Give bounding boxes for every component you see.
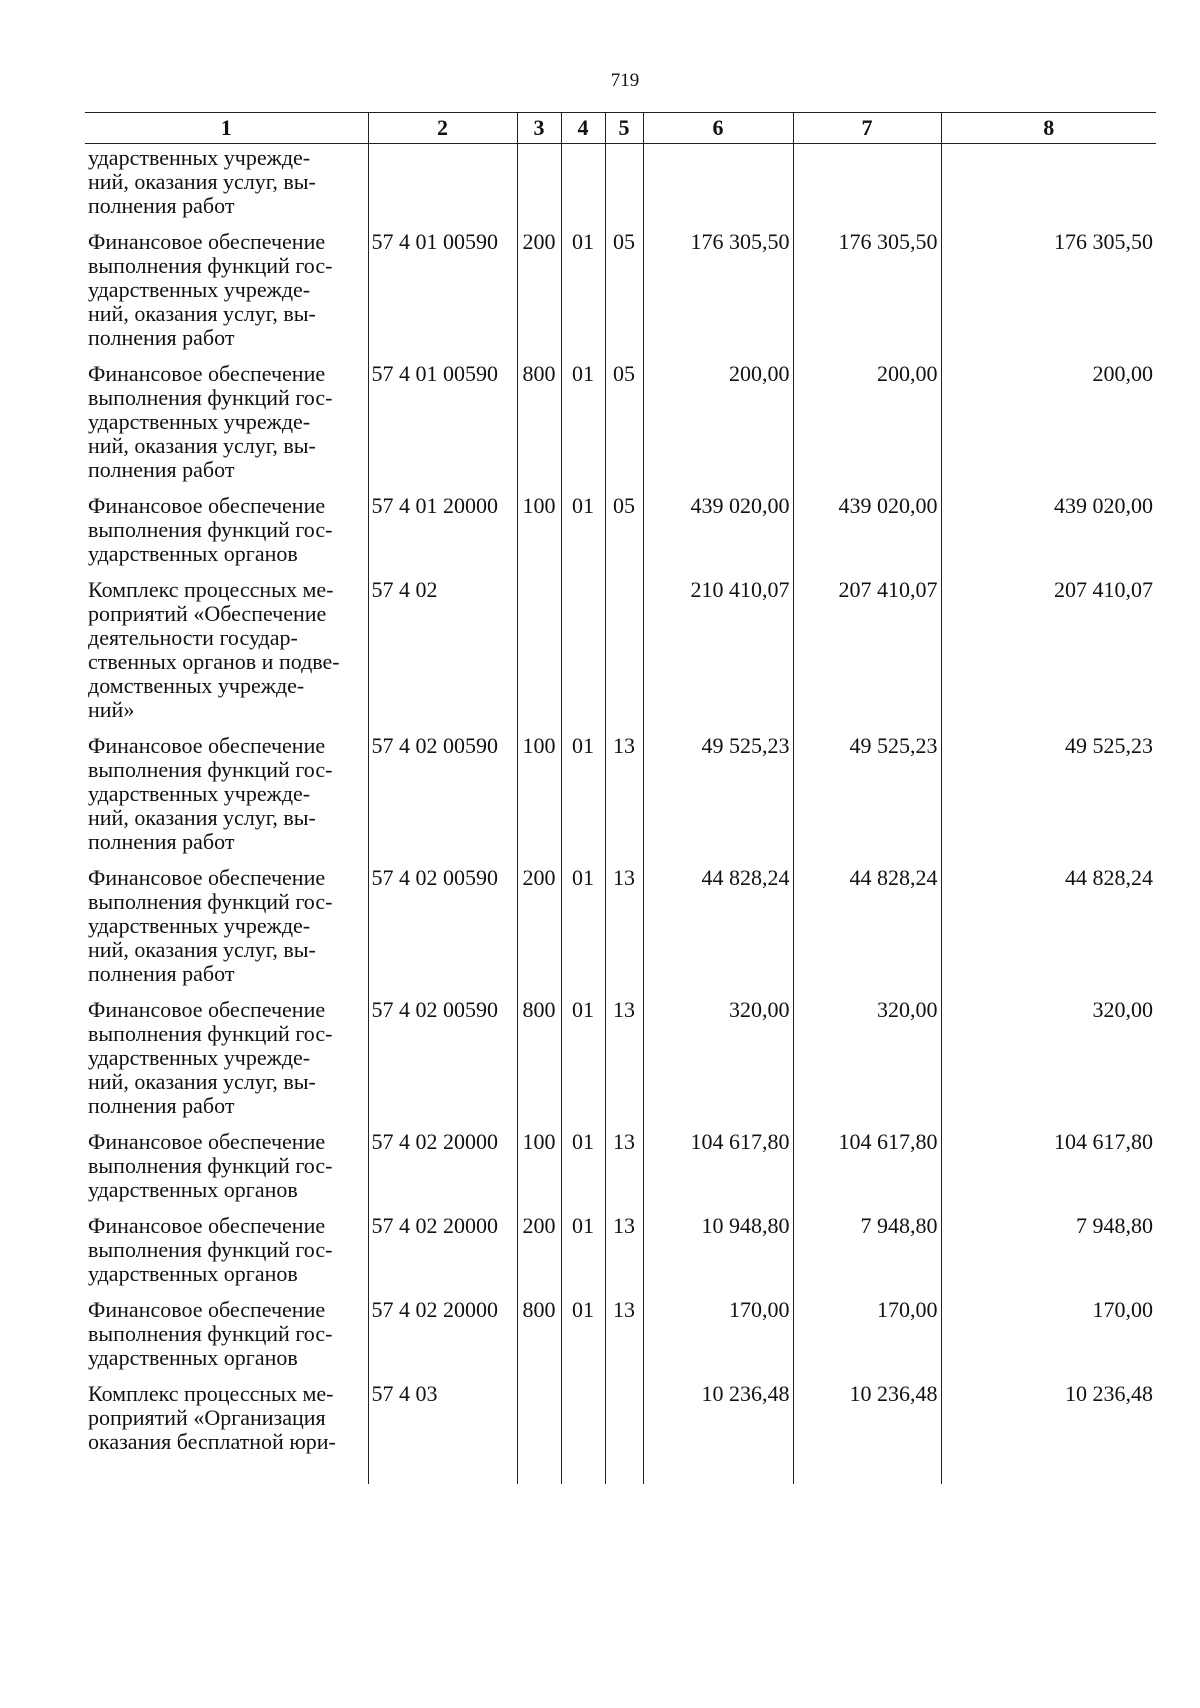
row-subsection-text: 05 <box>613 493 635 518</box>
row-expense-type-cell <box>517 1298 561 1382</box>
row-code-text: 57 4 01 00590 <box>371 229 498 254</box>
row-code-cell <box>368 1382 517 1484</box>
row-name-text: Финансовое обеспечение выполнения функций гос- ударственных учрежде- ний, оказания услуг, вы- полнения работ <box>88 361 333 482</box>
row-amount-col7-cell <box>793 578 941 734</box>
row-code-cell <box>368 362 517 494</box>
row-expense-type-cell <box>517 494 561 578</box>
row-amount-col8-cell <box>941 1382 1156 1484</box>
row-amount-col6-text: 439 020,00 <box>690 493 790 518</box>
row-section-text: 01 <box>572 1297 594 1322</box>
table-row <box>85 1130 1156 1214</box>
row-amount-col7-text: 439 020,00 <box>838 493 938 518</box>
row-amount-col7-cell <box>793 1130 941 1214</box>
row-amount-col8-text: 200,00 <box>1092 361 1153 386</box>
row-section-cell <box>561 1298 605 1382</box>
row-section-cell <box>561 578 605 734</box>
row-expense-type-cell <box>517 362 561 494</box>
row-expense-type-cell <box>517 866 561 998</box>
row-expense-type-text: 100 <box>522 1129 556 1154</box>
row-section-cell <box>561 998 605 1130</box>
row-subsection-text: 05 <box>613 361 635 386</box>
row-amount-col6-text: 200,00 <box>729 361 790 386</box>
row-subsection-text: 13 <box>613 865 635 890</box>
row-amount-col8-cell <box>941 1298 1156 1382</box>
row-amount-col7-text: 207 410,07 <box>838 577 938 602</box>
row-section-text: 01 <box>572 733 594 758</box>
row-amount-col6-text: 176 305,50 <box>690 229 790 254</box>
table-row <box>85 998 1156 1130</box>
row-name-text: Финансовое обеспечение выполнения функций гос- ударственных органов <box>88 1129 333 1202</box>
row-amount-col8-cell <box>941 1130 1156 1214</box>
column-header: 7 <box>793 113 941 144</box>
column-header: 6 <box>643 113 793 144</box>
row-expense-type-cell <box>517 1382 561 1484</box>
table-row <box>85 734 1156 866</box>
row-expense-type-cell <box>517 144 561 231</box>
row-expense-type-cell <box>517 230 561 362</box>
row-subsection-cell <box>605 494 643 578</box>
row-section-text: 01 <box>572 1129 594 1154</box>
row-name-text: ударственных учрежде- ний, оказания услуг, вы- полнения работ <box>88 145 316 218</box>
row-amount-col7-cell <box>793 144 941 231</box>
row-section-cell <box>561 734 605 866</box>
row-amount-col7-text: 170,00 <box>877 1297 938 1322</box>
row-subsection-cell <box>605 1382 643 1484</box>
row-code-cell <box>368 1298 517 1382</box>
row-name-text: Финансовое обеспечение выполнения функций гос- ударственных учрежде- ний, оказания услуг, вы- полнения работ <box>88 229 333 350</box>
row-name-text: Финансовое обеспечение выполнения функций гос- ударственных учрежде- ний, оказания услуг, вы- полнения работ <box>88 997 333 1118</box>
row-amount-col7-text: 7 948,80 <box>860 1213 938 1238</box>
row-code-text: 57 4 03 <box>371 1381 438 1406</box>
row-section-text: 01 <box>572 361 594 386</box>
row-code-cell <box>368 734 517 866</box>
row-amount-col7-text: 44 828,24 <box>849 865 938 890</box>
row-amount-col7-text: 320,00 <box>877 997 938 1022</box>
row-name-text: Финансовое обеспечение выполнения функций гос- ударственных органов <box>88 1213 333 1286</box>
row-name-cell <box>85 362 368 494</box>
row-subsection-cell <box>605 1298 643 1382</box>
row-code-text: 57 4 02 00590 <box>371 733 498 758</box>
row-amount-col8-text: 10 236,48 <box>1065 1381 1153 1406</box>
row-subsection-cell <box>605 734 643 866</box>
row-subsection-cell <box>605 578 643 734</box>
table-row <box>85 362 1156 494</box>
row-amount-col7-cell <box>793 1382 941 1484</box>
column-header: 2 <box>368 113 517 144</box>
row-name-text: Финансовое обеспечение выполнения функций гос- ударственных учрежде- ний, оказания услуг, вы- полнения работ <box>88 865 333 986</box>
row-code-cell <box>368 998 517 1130</box>
row-subsection-cell <box>605 144 643 231</box>
row-amount-col6-text: 320,00 <box>729 997 790 1022</box>
row-subsection-cell <box>605 866 643 998</box>
row-name-cell <box>85 494 368 578</box>
row-code-cell <box>368 230 517 362</box>
row-amount-col8-text: 320,00 <box>1092 997 1153 1022</box>
row-subsection-text: 13 <box>613 1213 635 1238</box>
row-section-cell <box>561 1214 605 1298</box>
row-section-text: 01 <box>572 493 594 518</box>
row-expense-type-text: 200 <box>522 1213 556 1238</box>
row-subsection-text: 13 <box>613 733 635 758</box>
row-section-text: 01 <box>572 865 594 890</box>
row-section-cell <box>561 866 605 998</box>
row-amount-col6-cell <box>643 1130 793 1214</box>
row-expense-type-text: 200 <box>522 229 556 254</box>
column-header: 3 <box>517 113 561 144</box>
row-expense-type-cell <box>517 1130 561 1214</box>
row-amount-col6-text: 210 410,07 <box>690 577 790 602</box>
row-amount-col6-text: 170,00 <box>729 1297 790 1322</box>
row-code-text: 57 4 02 20000 <box>371 1129 498 1154</box>
column-header: 8 <box>941 113 1156 144</box>
row-subsection-cell <box>605 1130 643 1214</box>
column-header: 1 <box>85 113 368 144</box>
row-amount-col8-cell <box>941 998 1156 1130</box>
row-expense-type-cell <box>517 578 561 734</box>
row-expense-type-cell <box>517 734 561 866</box>
row-amount-col6-cell <box>643 1298 793 1382</box>
row-name-cell <box>85 1298 368 1382</box>
row-name-text: Комплекс процессных ме- роприятий «Организация оказания бесплатной юри- <box>88 1381 336 1454</box>
row-section-cell <box>561 494 605 578</box>
row-amount-col6-text: 10 948,80 <box>701 1213 790 1238</box>
row-amount-col8-text: 207 410,07 <box>1054 577 1153 602</box>
row-name-cell <box>85 230 368 362</box>
row-expense-type-text: 200 <box>522 865 556 890</box>
row-code-text: 57 4 02 20000 <box>371 1213 498 1238</box>
row-name-cell <box>85 1214 368 1298</box>
row-section-cell <box>561 144 605 231</box>
table-row <box>85 144 1156 231</box>
row-amount-col7-text: 176 305,50 <box>838 229 938 254</box>
row-amount-col8-cell <box>941 578 1156 734</box>
row-amount-col6-cell <box>643 578 793 734</box>
row-amount-col7-text: 49 525,23 <box>849 733 938 758</box>
row-name-cell <box>85 1130 368 1214</box>
row-code-cell <box>368 1214 517 1298</box>
row-amount-col8-text: 104 617,80 <box>1054 1129 1153 1154</box>
row-code-cell <box>368 144 517 231</box>
table-row <box>85 1298 1156 1382</box>
row-name-cell <box>85 866 368 998</box>
row-expense-type-text: 100 <box>522 733 556 758</box>
row-subsection-cell <box>605 362 643 494</box>
table-row <box>85 494 1156 578</box>
page-number: 719 <box>610 70 640 91</box>
row-expense-type-cell <box>517 1214 561 1298</box>
row-code-text: 57 4 01 20000 <box>371 493 498 518</box>
row-code-cell <box>368 1130 517 1214</box>
row-code-cell <box>368 494 517 578</box>
row-amount-col6-text: 49 525,23 <box>701 733 790 758</box>
row-amount-col6-text: 10 236,48 <box>701 1381 790 1406</box>
row-subsection-text: 05 <box>613 229 635 254</box>
row-expense-type-text: 800 <box>522 1297 556 1322</box>
row-amount-col8-text: 439 020,00 <box>1054 493 1153 518</box>
row-amount-col7-cell <box>793 866 941 998</box>
row-amount-col7-cell <box>793 998 941 1130</box>
row-amount-col8-cell <box>941 494 1156 578</box>
table-row <box>85 230 1156 362</box>
row-section-cell <box>561 362 605 494</box>
row-subsection-cell <box>605 230 643 362</box>
row-amount-col6-cell <box>643 734 793 866</box>
row-amount-col6-cell <box>643 144 793 231</box>
row-amount-col6-cell <box>643 1382 793 1484</box>
row-code-text: 57 4 02 00590 <box>371 997 498 1022</box>
row-subsection-cell <box>605 998 643 1130</box>
row-amount-col8-cell <box>941 362 1156 494</box>
row-code-text: 57 4 02 <box>371 577 438 602</box>
row-amount-col6-cell <box>643 1214 793 1298</box>
row-code-text: 57 4 01 00590 <box>371 361 498 386</box>
row-amount-col8-cell <box>941 144 1156 231</box>
row-amount-col6-text: 104 617,80 <box>690 1129 790 1154</box>
row-amount-col7-cell <box>793 362 941 494</box>
row-amount-col6-cell <box>643 494 793 578</box>
row-amount-col8-cell <box>941 866 1156 998</box>
header-row <box>85 113 1156 144</box>
row-name-text: Финансовое обеспечение выполнения функций гос- ударственных органов <box>88 493 333 566</box>
row-amount-col8-text: 7 948,80 <box>1076 1213 1153 1238</box>
row-name-cell <box>85 578 368 734</box>
row-amount-col6-cell <box>643 230 793 362</box>
row-amount-col8-text: 44 828,24 <box>1065 865 1153 890</box>
row-expense-type-cell <box>517 998 561 1130</box>
row-amount-col8-text: 176 305,50 <box>1054 229 1153 254</box>
row-name-cell <box>85 734 368 866</box>
column-header: 4 <box>561 113 605 144</box>
row-section-cell <box>561 230 605 362</box>
row-code-text: 57 4 02 20000 <box>371 1297 498 1322</box>
row-section-cell <box>561 1130 605 1214</box>
row-subsection-text: 13 <box>613 1129 635 1154</box>
row-name-text: Финансовое обеспечение выполнения функций гос- ударственных органов <box>88 1297 333 1370</box>
row-amount-col7-cell <box>793 1298 941 1382</box>
table-row <box>85 866 1156 998</box>
row-subsection-cell <box>605 1214 643 1298</box>
table-row <box>85 578 1156 734</box>
row-amount-col7-cell <box>793 230 941 362</box>
row-section-cell <box>561 1382 605 1484</box>
table-row <box>85 1382 1156 1484</box>
row-expense-type-text: 100 <box>522 493 556 518</box>
row-amount-col7-text: 200,00 <box>877 361 938 386</box>
row-amount-col7-cell <box>793 734 941 866</box>
row-amount-col8-text: 170,00 <box>1092 1297 1153 1322</box>
row-name-text: Комплекс процессных ме- роприятий «Обеспечение деятельности государ- ственных органов и подве- домственных учрежде- ний» <box>88 577 340 722</box>
budget-table <box>85 112 1156 1484</box>
row-amount-col6-cell <box>643 866 793 998</box>
column-header: 5 <box>605 113 643 144</box>
row-section-text: 01 <box>572 229 594 254</box>
row-section-text: 01 <box>572 1213 594 1238</box>
table-row <box>85 1214 1156 1298</box>
row-name-cell <box>85 998 368 1130</box>
row-subsection-text: 13 <box>613 1297 635 1322</box>
row-name-cell <box>85 144 368 231</box>
row-name-text: Финансовое обеспечение выполнения функций гос- ударственных учрежде- ний, оказания услуг, вы- полнения работ <box>88 733 333 854</box>
row-amount-col8-cell <box>941 230 1156 362</box>
row-section-text: 01 <box>572 997 594 1022</box>
row-amount-col8-text: 49 525,23 <box>1065 733 1153 758</box>
row-expense-type-text: 800 <box>522 361 556 386</box>
row-amount-col8-cell <box>941 734 1156 866</box>
row-amount-col6-cell <box>643 362 793 494</box>
row-amount-col6-cell <box>643 998 793 1130</box>
row-subsection-text: 13 <box>613 997 635 1022</box>
row-code-cell <box>368 866 517 998</box>
row-amount-col7-cell <box>793 494 941 578</box>
row-amount-col8-cell <box>941 1214 1156 1298</box>
row-name-cell <box>85 1382 368 1484</box>
row-amount-col7-cell <box>793 1214 941 1298</box>
row-amount-col7-text: 10 236,48 <box>849 1381 938 1406</box>
row-amount-col6-text: 44 828,24 <box>701 865 790 890</box>
row-amount-col7-text: 104 617,80 <box>838 1129 938 1154</box>
row-expense-type-text: 800 <box>522 997 556 1022</box>
row-code-cell <box>368 578 517 734</box>
row-code-text: 57 4 02 00590 <box>371 865 498 890</box>
